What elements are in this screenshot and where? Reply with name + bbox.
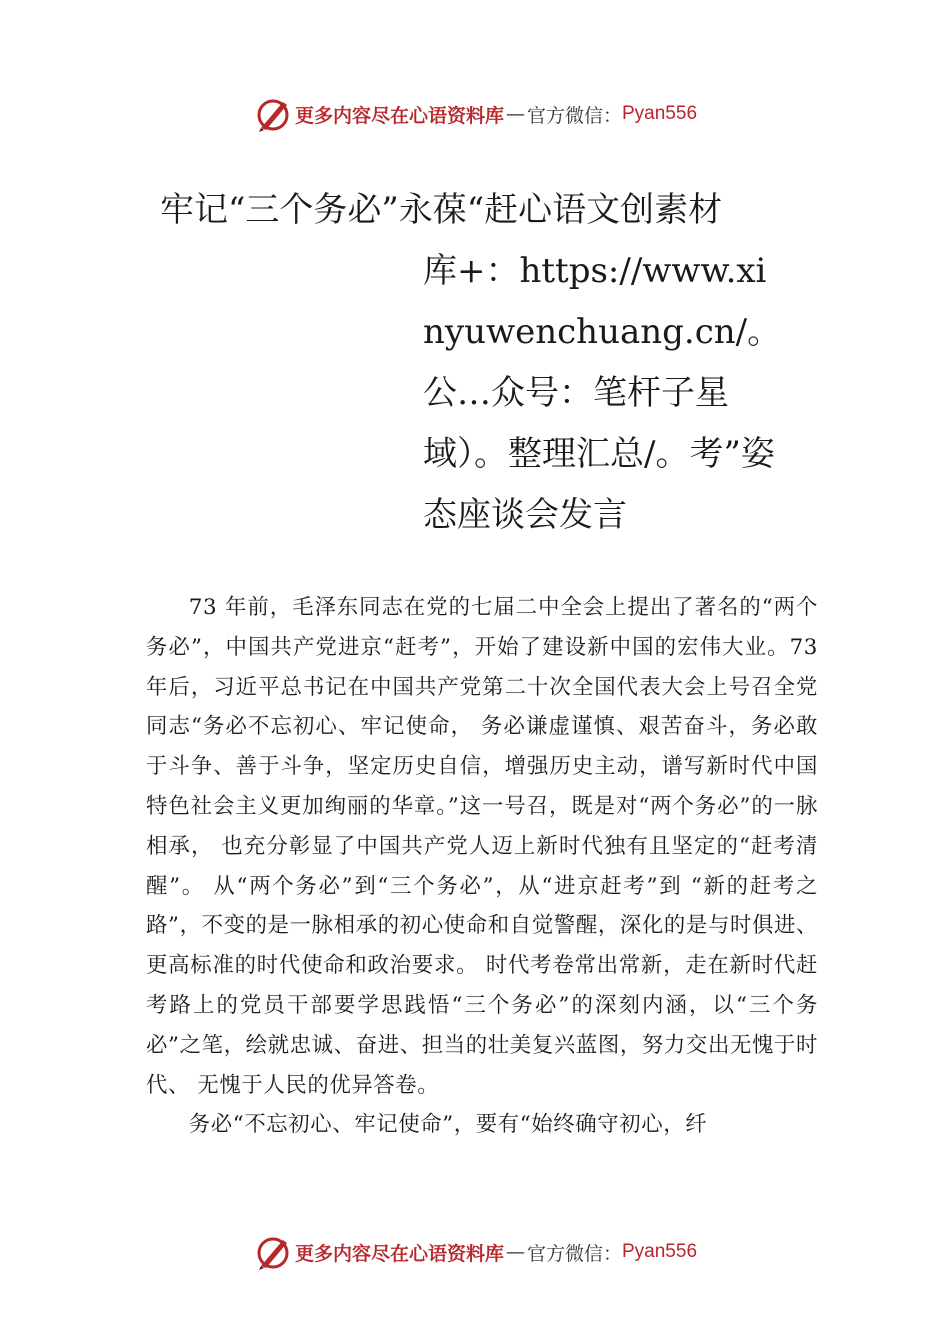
footer-wechat-label: 官方微信： [526,1242,622,1265]
footer-banner [0,1232,950,1272]
footer-banner-separator: — [505,1241,525,1263]
header-banner-separator: — [505,103,525,125]
header-banner-title: 更多内容尽在心语资料库 [294,104,504,127]
body-paragraph-1: 73 年前，毛泽东同志在党的七届二中全会上提出了著名的“两个务必”，中国共产党进京“赶考”，开始了建设新中国的宏伟大业。73 年后，习近平总书记在中国共产党第二十次全国代表大会上号召全党同志“务必不忘初心、牢记使命， 务必谦虚谨慎、艰苦奋斗，务必敢于斗争、善于斗争，坚定历史自信，增强历史主动，谱写新时代中国特色社会主义更加绚丽的华章。”这一号召，既是对“两个务必”的一脉相承， 也充分彰显了中国共产党人迈上新时代独有且坚定的“赶考清醒”。 从“两个务必”到“三个务必”，从“进京赶考”到 “新的赶考之路”，不变的是一脉相承的初心使命和自觉警醒，深化的是与时俱进、更高标准的时代使命和政治要求。 时代考卷常出常新，走在新时代赶考路上的党员干部要学思践悟“三个务必”的深刻内涵，以“三个务必”之笔，绘就忠诚、奋进、担当的壮美复兴蓝图，努力交出无愧于时代、 无愧于人民的优异答卷。 [146,595,818,1098]
document-title-continuation: 库+：https://www.xinyuwenchuang.cn/。公…众号：笔杆子星域）。整理汇总/。考”姿态座谈会发言 [423,251,782,535]
footer-banner-title: 更多内容尽在心语资料库 [294,1242,504,1265]
document-body [146,588,818,1145]
body-paragraph-2: 务必“不忘初心、牢记使命”，要有“始终确守初心，纤 [188,1112,708,1138]
header-wechat-id: Pyan556 [622,103,698,124]
pen-logo-icon [253,94,293,134]
document-title-line1: 牢记“三个务必”永葆“赶心语文创素材 [160,190,723,230]
pen-logo-icon [253,1232,293,1272]
header-banner [0,94,950,134]
footer-wechat-id: Pyan556 [622,1241,698,1262]
header-wechat-label: 官方微信： [526,104,622,127]
